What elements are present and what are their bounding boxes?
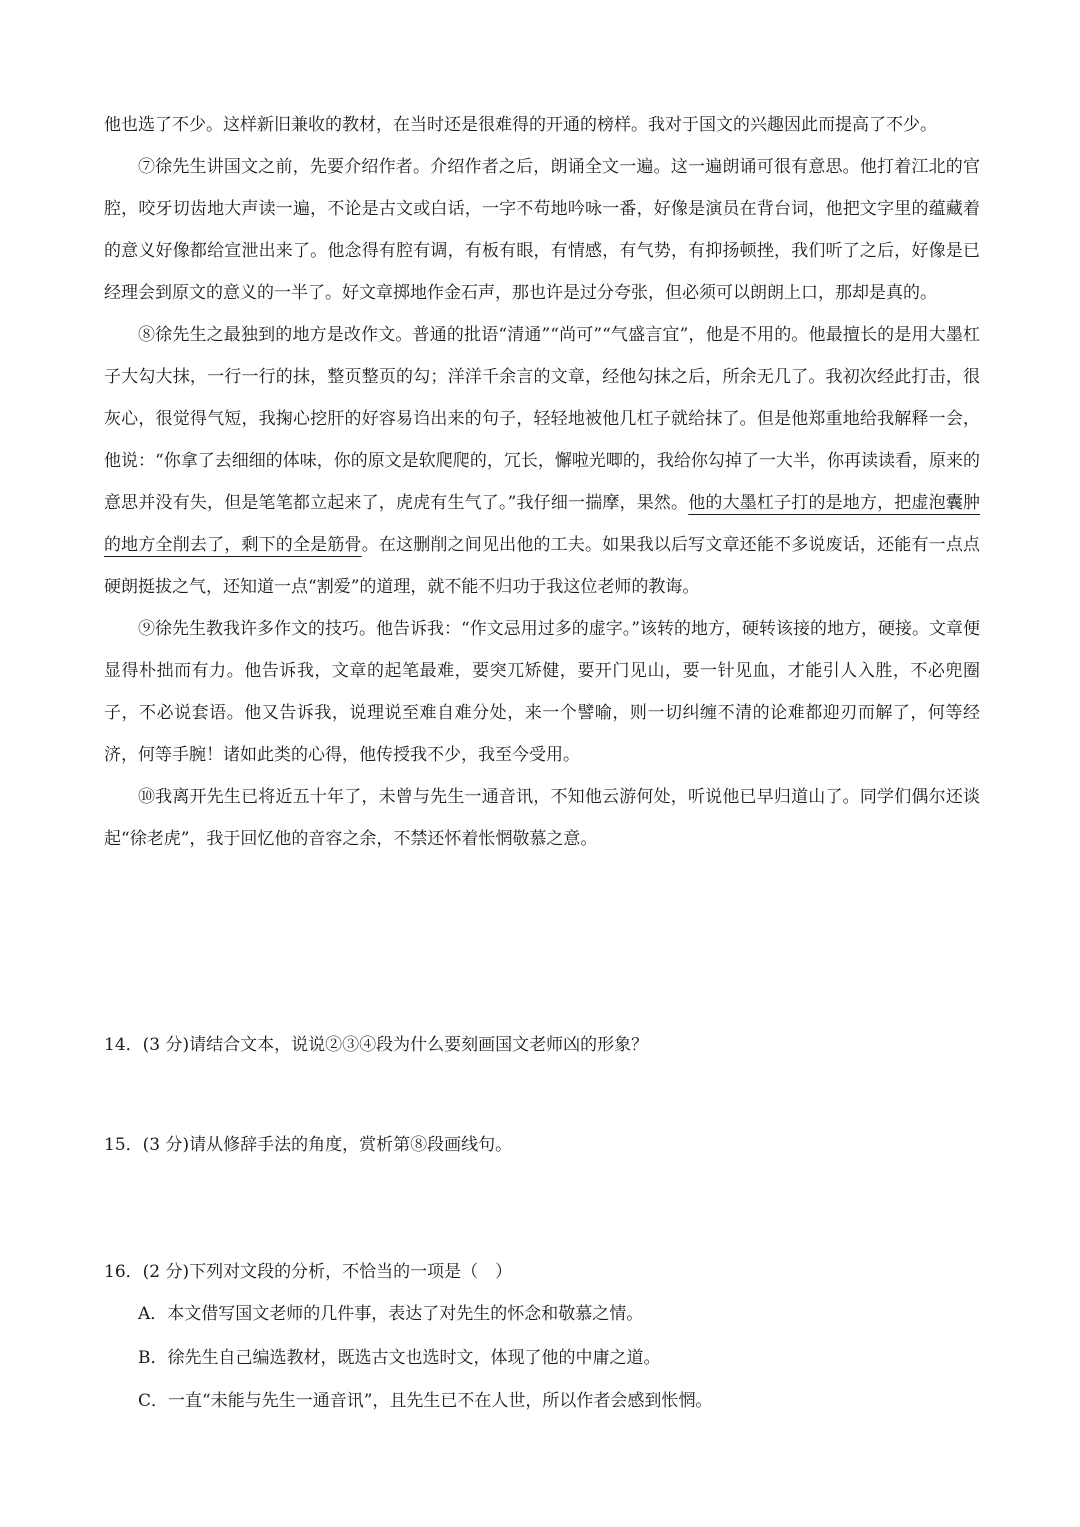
question-16-option-a: A．本文借写国文老师的几件事，表达了对先生的怀念和敬慕之情。 [138, 1304, 644, 1324]
paragraph-8 [104, 314, 980, 608]
underlined-sentence: 他的大墨杠子打的是地方，把虚泡囊肿的地方全削去了，剩下的全是筋骨 [104, 493, 980, 555]
paragraph-10: ⑩我离开先生已将近五十年了，未曾与先生一通音讯，不知他云游何处，听说他已早归道山了。同学们偶尔还谈起“徐老虎”，我于回忆他的音容之余，不禁还怀着怅惘敬慕之意。 [104, 787, 980, 849]
question-16-option-c: C．一直“未能与先生一通音讯”，且先生已不在人世，所以作者会感到怅惘。 [138, 1391, 713, 1411]
question-16-option-b: B．徐先生自己编选教材，既选古文也选时文，体现了他的中庸之道。 [138, 1348, 661, 1368]
reading-passage [104, 104, 980, 860]
paragraph-9: ⑨徐先生教我许多作文的技巧。他告诉我：“作文忌用过多的虚字。”该转的地方，硬转该接的地方，硬接。文章便显得朴拙而有力。他告诉我，文章的起笔最难，要突兀矫健，要开门见山，要一针见血，才能引人入胜，不必兜圈子，不必说套语。他又告诉我，说理说至难自难分处，来一个譬喻，则一切纠缠不清的论难都迎刃而解了，何等经济，何等手腕！诸如此类的心得，他传授我不少，我至今受用。 [104, 619, 980, 765]
paragraph-8-text-a: ⑧徐先生之最独到的地方是改作文。普通的批语“清通”“尚可”“气盛言宜”，他是不用的。他最擅长的是用大墨杠子大勾大抹，一行一行的抹，整页整页的勾；洋洋千余言的文章，经他勾抹之后，所余无几了。我初次经此打击，很灰心，很觉得气短，我掬心挖肝的好容易诌出来的句子，轻轻地被他几杠子就给抹了。但是他郑重地给我解释一会，他说：“你拿了去细细的体味，你的原文是软爬爬的，冗长，懈啦光唧的，我给你勾掉了一大半，你再读读看，原来的意思并没有失，但是笔笔都立起来了，虎虎有生气了。”我仔细一揣摩，果然。 [104, 325, 980, 513]
paragraph-8-text-b: 。在这删削之间见出他的工夫。如果我以后写文章还能不多说废话，还能有一点点硬朗挺拔之气，还知道一点“割爱”的道理，就不能不归功于我这位老师的教诲。 [104, 535, 981, 597]
question-14: 14．(3 分)请结合文本，说说②③④段为什么要刻画国文老师凶的形象？ [104, 1035, 649, 1055]
question-16: 16．(2 分)下列对文段的分析，不恰当的一项是（ ） [104, 1262, 513, 1282]
paragraph-7: ⑦徐先生讲国文之前，先要介绍作者。介绍作者之后，朗诵全文一遍。这一遍朗诵可很有意思。他打着江北的官腔，咬牙切齿地大声读一遍，不论是古文或白话，一字不苟地吟咏一番，好像是演员在背台词，他把文字里的蕴藏着的意义好像都给宣泄出来了。他念得有腔有调，有板有眼，有情感，有气势，有抑扬顿挫，我们听了之后，好像是已经理会到原文的意义的一半了。好文章掷地作金石声，那也许是过分夸张，但必须可以朗朗上口，那却是真的。 [104, 157, 980, 303]
question-15: 15．(3 分)请从修辞手法的角度，赏析第⑧段画线句。 [104, 1135, 513, 1155]
paragraph-6-tail: 他也选了不少。这样新旧兼收的教材，在当时还是很难得的开通的榜样。我对于国文的兴趣因此而提高了不少。 [104, 115, 937, 135]
